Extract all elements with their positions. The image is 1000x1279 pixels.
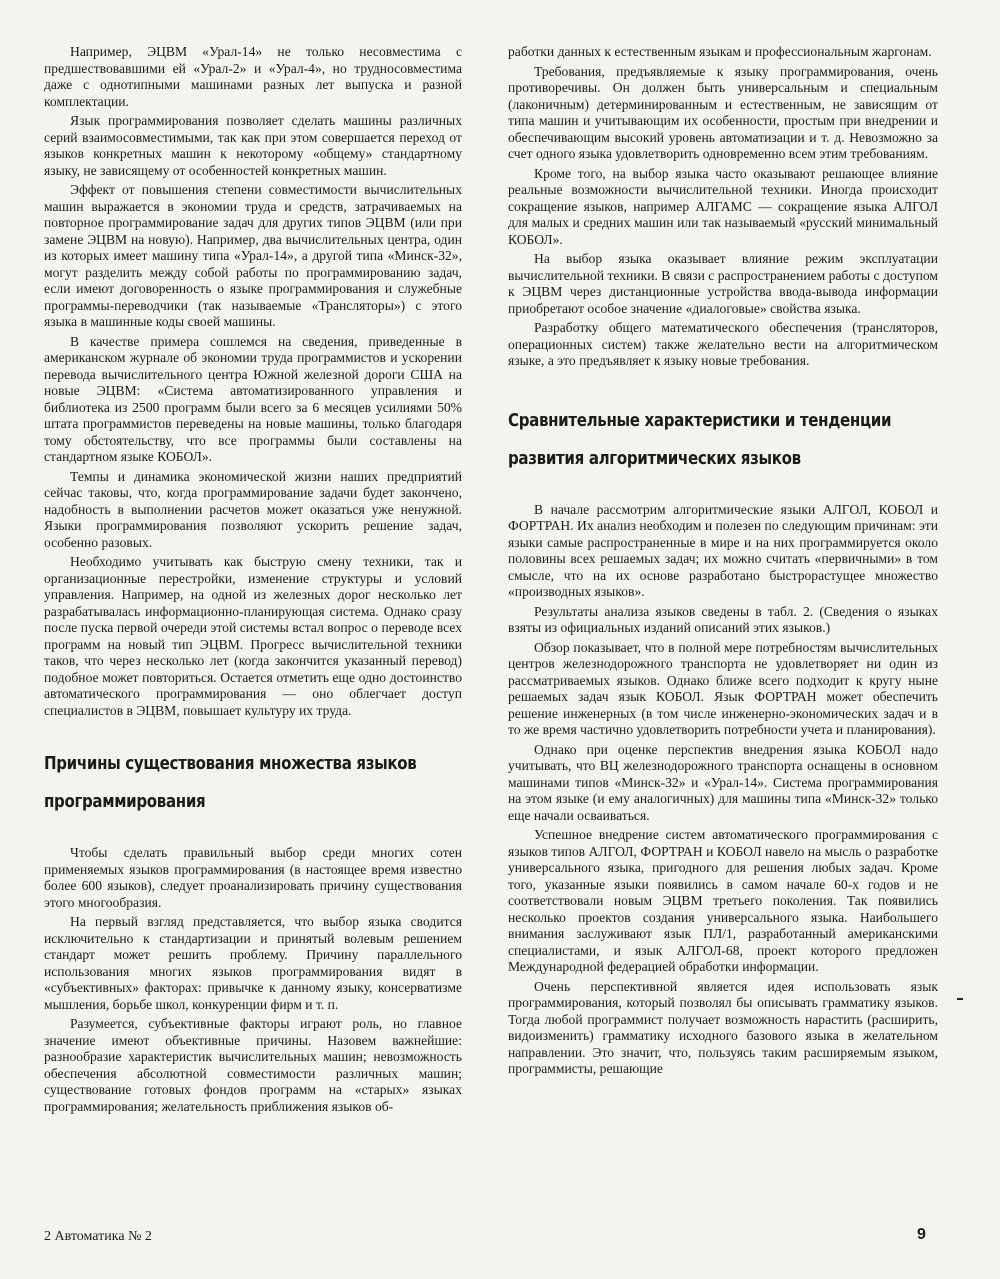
right-column <box>508 44 938 1081</box>
body-paragraph: Язык программирования позволяет сделать машины различных серий взаимосовместимыми, так как при этом совершается переход от языков конкретных машин к некоторому «общему» стандартному языку, не зависящему от особенностей конкретных машин. <box>44 113 462 178</box>
body-paragraph: Результаты анализа языков сведены в табл. 2. (Сведения о языках взяты из официальных изданий описаний этих языков.) <box>508 603 938 635</box>
body-paragraph: Необходимо учитывать как быструю смену техники, так и организационные перестройки, изменение структуры и условий управления. Например, на одной из железных дорог несколько лет разрабатывалась информационно-планирующая система. Однако сразу после пуска первой очереди этой системы встал вопрос о переводе всех программ на новый тип ЭЦВМ. Прогресс вычислительной техники таков, что через несколько лет (когда закончится указанный перевод) подобное может повториться. Остается отметить еще одно достоинство автоматического программирования — оно облегчает доступ специалистов в ЭЦВМ, повышает культуру их труда. <box>44 554 462 718</box>
body-paragraph: Обзор показывает, что в полной мере потребностям вычислительных центров железнодорожного транспорта не удовлетворяет ни один из рассматриваемых языков. Однако ближе всего подходит к кругу ныне решаемых задач язык КОБОЛ. Язык ФОРТРАН может обеспечить решение инженерных (в том числе инженерно-экономических задач и в то же время частично удовлетворить потребности учета и планирования). <box>508 639 938 737</box>
body-paragraph: Требования, предъявляемые к языку программирования, очень противоречивы. Он должен быть универсальным и специальным (лаконичным) детерминированным и естественным, не зависящим от типа машин и учитывающим их особенности, простым при внедрении и обеспечивающим высокий уровень автоматизации и т. д. Невозможно за счет одного языка удовлетворить одновременно всем этим требованиям. <box>508 63 938 161</box>
margin-mark <box>957 998 963 1000</box>
body-paragraph: Например, ЭЦВМ «Урал-14» не только несовместима с предшествовавшими ей «Урал-2» и «Урал-4», но трудносовместима даже с однотипными машинами разных лет выпуска и разной комплектации. <box>44 44 462 109</box>
body-paragraph: Очень перспективной является идея использовать язык программирования, который позволял бы описывать грамматику языков. Тогда любой программист получает возможность нарастить (расширить, видоизменить) грамматику исходного базового языка в желательном направлении. Это значит, что, пользуясь таким расширяемым языком, программисты, решающие <box>508 978 938 1076</box>
body-paragraph: Успешное внедрение систем автоматического программирования с языков типов АЛГОЛ, ФОРТРАН и КОБОЛ навело на мысль о разработке универсального языка, пригодного для решения любых задач. Кроме того, указанные языки появились в самом начале 60-х годов и не соответствовали новым ЭЦВМ третьего поколения. Так появились несколько проектов создания универсального языка. Наибольшего внимания заслуживают язык ПЛ/1, разработанный американскими специалистами, и язык АЛГОЛ-68, проект которого предложен Международной федерацией обработки информации. <box>508 827 938 974</box>
section-heading-line: Причины существования множества языков <box>44 754 417 774</box>
body-paragraph: Разумеется, субъективные факторы играют роль, но главное значение имеют объективные причины. Назовем важнейшие: разнообразие характеристик вычислительных машин; невозможность обеспечения абсолютной совместимости различных машин; существование готовых фондов программ на «старых» языках программирования; желательность приближения языков об- <box>44 1016 462 1114</box>
body-paragraph: Эффект от повышения степени совместимости вычислительных машин выражается в экономии труда и средств, затрачиваемых на повторное программирование задач для других типов ЭЦВМ (или при замене ЭЦВМ на новую). Например, два вычислительных центра, один из которых имеет машину типа «Урал-14», а другой типа «Минск-32», могут разделить между собой работы по программированию задач, если имеют договоренность о языке программирования и служебные программы-переводчики (так называемые «Трансляторы») с этого языка в машинные коды своей машины. <box>44 182 462 329</box>
continued-paragraph: работки данных к естественным языкам и профессиональным жаргонам. <box>508 44 932 59</box>
body-paragraph: В качестве примера сошлемся на сведения, приведенные в американском журнале об экономии труда программистов и ускорении перевода вычислительного центра Южной железной дороги США на новые ЭЦВМ: «Система автоматизированного управления и библиотека из 2500 программ были всего за 6 месяцев усилиями 50% штата программистов переведены на новые машины, только благодаря тому обстоятельству, что все программы были составлены на стандартном языке КОБОЛ». <box>44 333 462 464</box>
section-heading <box>44 745 462 821</box>
body-paragraph: На первый взгляд представляется, что выбор языка сводится исключительно к стандартизации и принятый волевым решением стандарт может решить проблему. Причину параллельного использования многих языков программирования видят в «субъективных» факторах: привычке к данному языку, консерватизме мышления, борьбе школ, конкуренции фирм и т. п. <box>44 914 462 1012</box>
body-paragraph: На выбор языка оказывает влияние режим эксплуатации вычислительной техники. В связи с распространением работы с доступом к ЭЦВМ через дистанционные устройства ввода-вывода информации приобретают особое значение «диалоговые» свойства языка. <box>508 251 939 316</box>
footer-signature: 2 Автоматика № 2 <box>44 1229 152 1244</box>
section-heading-line: программирования <box>44 792 206 812</box>
page-number: 9 <box>917 1226 926 1243</box>
left-column <box>44 44 462 1118</box>
body-paragraph: Кроме того, на выбор языка часто оказывают решающее влияние реальные возможности вычислительной техники. Иногда происходит сокращение языков, например АЛГАМС — сокращение языка АЛГОЛ для малых и средних машин или так называемый «русский минимальный КОБОЛ». <box>508 165 938 247</box>
body-paragraph: В начале рассмотрим алгоритмические языки АЛГОЛ, КОБОЛ и ФОРТРАН. Их анализ необходим и полезен по следующим причинам: эти языки самые распространенные в мире и на них программируется около половины всех решаемых задач; их можно считать «первичными» в том смысле, что на их основе разработано быстрорастущее множество «производных языков». <box>508 501 938 599</box>
section-heading-line: Сравнительные характеристики и тенденции <box>508 410 892 431</box>
section-heading <box>508 402 938 478</box>
body-paragraph: Однако при оценке перспектив внедрения языка КОБОЛ надо учитывать, что ВЦ железнодорожного транспорта оснащены в основном машинами типов «Минск-32» и «Урал-14». Система программирования на этом языке (и ему аналогичных) для машины типа «Минск-32» только еще начали осваиваться. <box>508 741 938 823</box>
section-heading-line: развития алгоритмических языков <box>508 448 801 469</box>
body-paragraph: Темпы и динамика экономической жизни наших предприятий сейчас таковы, что, когда программирование задачи будет закончено, надобность в выполнении расчетов может оказаться уже ненужной. Языки программирования позволяют ускорить решение задач, особенно разовых. <box>44 468 462 550</box>
body-paragraph: Разработку общего математического обеспечения (трансляторов, операционных систем) также желательно вести на алгоритмическом языке, а это предъявляет к языку новые требования. <box>508 320 938 368</box>
body-paragraph: Чтобы сделать правильный выбор среди многих сотен применяемых языков программирования (в настоящее время известно более 600 языков), следует проанализировать причину существования этого многообразия. <box>44 845 462 910</box>
